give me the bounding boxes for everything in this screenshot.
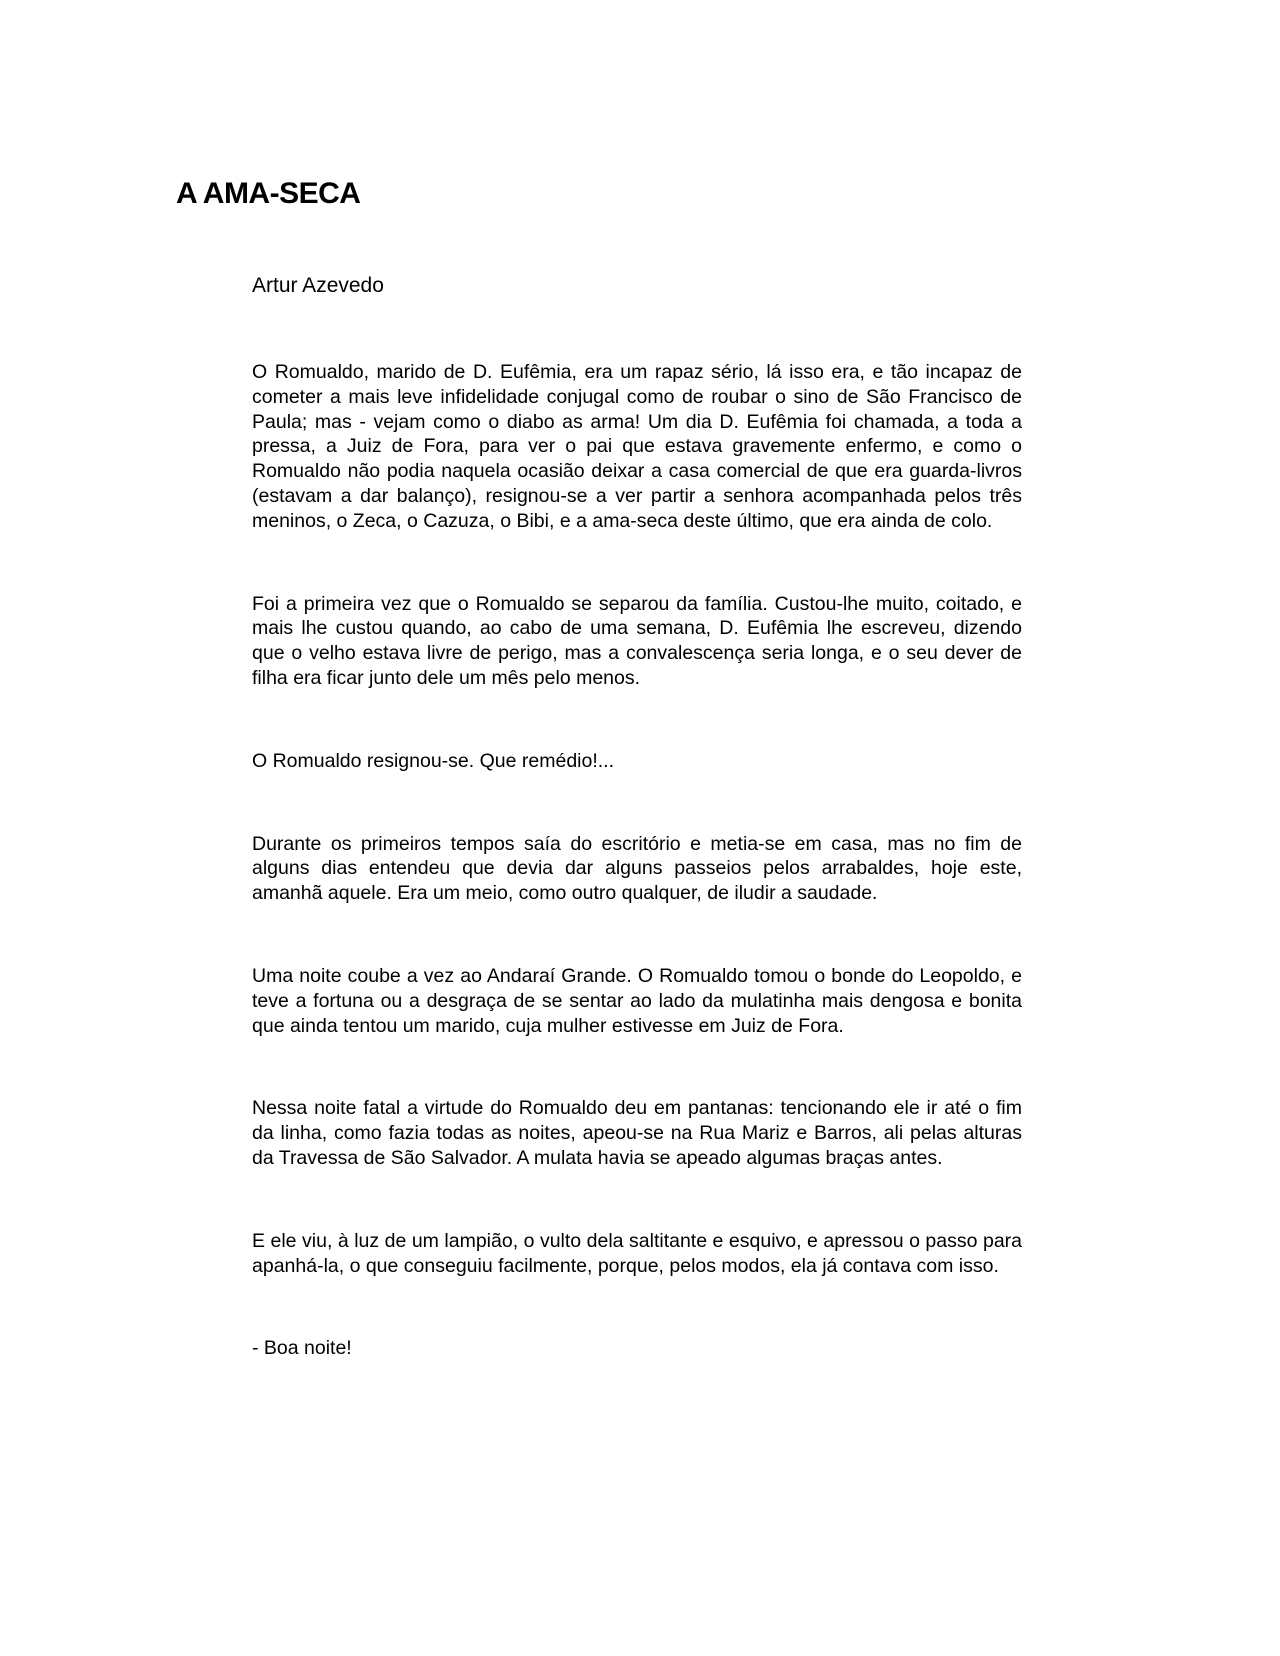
paragraph: Foi a primeira vez que o Romualdo se separou da família. Custou-lhe muito, coitado, e mais lhe custou quando, ao cabo de uma semana, D. Eufêmia lhe escreveu, dizendo que o velho estava livre de perigo, mas a convalescença seria longa, e o seu dever de filha era ficar junto dele um mês pelo menos. <box>252 592 1022 689</box>
paragraph: E ele viu, à luz de um lampião, o vulto dela saltitante e esquivo, e apressou o passo para apanhá-la, o que conseguiu facilmente, porque, pelos modos, ela já contava com isso. <box>252 1229 1022 1277</box>
document-body <box>252 360 1022 1419</box>
paragraph: Nessa noite fatal a virtude do Romualdo deu em pantanas: tencionando ele ir até o fim da linha, como fazia todas as noites, apeou-se na Rua Mariz e Barros, ali pelas alturas da Travessa de São Salvador. A mulata havia se apeado algumas braças antes. <box>252 1097 1022 1169</box>
document-author: Artur Azevedo <box>252 274 384 297</box>
paragraph: Uma noite coube a vez ao Andaraí Grande. O Romualdo tomou o bonde do Leopoldo, e teve a fortuna ou a desgraça de se sentar ao lado da mulatinha mais dengosa e bonita que ainda tentou um marido, cuja mulher estivesse em Juiz de Fora. <box>252 964 1022 1037</box>
paragraph: O Romualdo, marido de D. Eufêmia, era um rapaz sério, lá isso era, e tão incapaz de cometer a mais leve infidelidade conjugal como de roubar o sino de São Francisco de Paula; mas - vejam como o diabo as arma! Um dia D. Eufêmia foi chamada, a toda a pressa, a Juiz de Fora, para ver o pai que estava gravemente enfermo, e como o Romualdo não podia naquela ocasião deixar a casa comercial de que era guarda-livros (estavam a dar balanço), resignou-se a ver partir a senhora acompanhada pelos três meninos, o Zeca, o Cazuza, o Bibi, e a ama-seca deste último, que era ainda de colo. <box>252 361 1022 532</box>
paragraph: O Romualdo resignou-se. Que remédio!... <box>252 749 615 772</box>
paragraph: Durante os primeiros tempos saía do escritório e metia-se em casa, mas no fim de alguns dias entendeu que devia dar alguns passeios pelos arrabaldes, hoje este, amanhã aquele. Era um meio, como outro qualquer, de iludir a saudade. <box>252 832 1022 905</box>
document-title: A AMA-SECA <box>176 177 361 210</box>
paragraph: - Boa noite! <box>252 1337 352 1360</box>
